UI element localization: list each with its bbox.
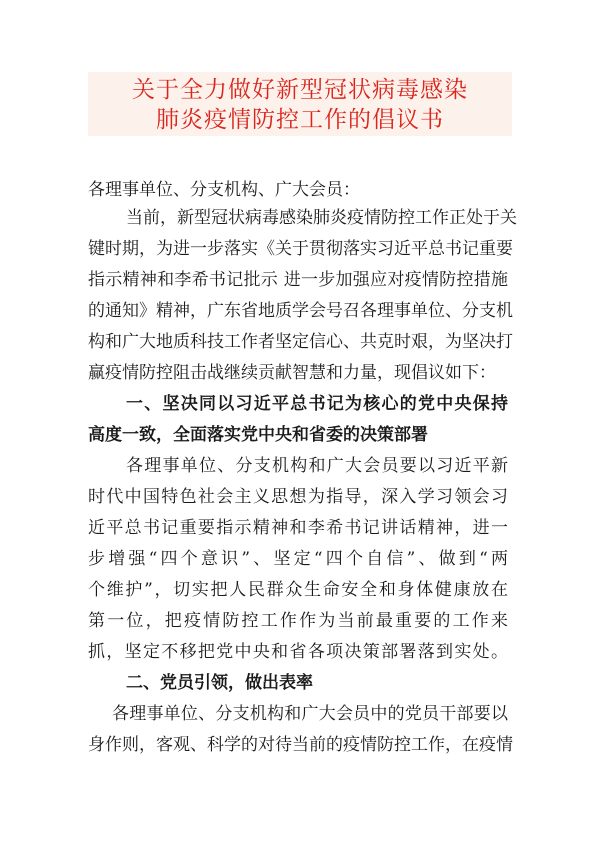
paragraph-line: 各理事单位、分支机构和广大会员要以习近平新: [126, 456, 508, 476]
paragraph-line: 键时期，为进一步落实《关于贯彻落实习近平总书记重要: [88, 239, 513, 259]
paragraph-line: 赢疫情防控阻击战继续贡献智慧和力量，现倡议如下：: [88, 363, 496, 383]
salutation: 各理事单位、分支机构、广大会员：: [88, 180, 360, 200]
paragraph-line: 时代中国特色社会主义思想为指导，深入学习领会习: [88, 487, 508, 507]
paragraph-line: 抓，坚定不移把党中央和省各项决策部署落到实处。: [88, 642, 508, 662]
paragraph-line: 各理事单位、分支机构和广大会员中的党员干部要以: [112, 704, 508, 724]
paragraph-line: 当前，新型冠状病毒感染肺炎疫情防控工作正处于关: [126, 208, 517, 228]
document-title-line-2: 肺炎疫情防控工作的倡议书: [156, 107, 444, 133]
section-heading-line: 二、党员引领，做出表率: [126, 673, 313, 693]
document-title-line-1: 关于全力做好新型冠状病毒感染: [132, 77, 468, 103]
paragraph-line: 个维护”，切实把人民群众生命安全和身体健康放在: [88, 580, 508, 600]
section-heading-line: 一、坚决同以习近平总书记为核心的党中央保持: [126, 394, 508, 414]
paragraph-line: 指示精神和李希书记批示 进一步加强应对疫情防控措施: [88, 270, 508, 290]
section-heading-line: 高度一致，全面落实党中央和省委的决策部署: [88, 425, 428, 445]
paragraph-line: 近平总书记重要指示精神和李希书记讲话精神，进一: [88, 518, 508, 538]
paragraph-line: 构和广大地质科技工作者坚定信心、共克时艰，为坚决打: [88, 332, 513, 352]
paragraph-line: 步增强“四个意识”、坚定“四个自信”、做到“两: [88, 549, 508, 569]
paragraph-line: 的通知》精神，广东省地质学会号召各理事单位、分支机: [88, 301, 513, 321]
paragraph-line: 身作则，客观、科学的对待当前的疫情防控工作，在疫情: [88, 735, 513, 755]
paragraph-line: 第一位，把疫情防控工作作为当前最重要的工作来: [88, 611, 508, 631]
